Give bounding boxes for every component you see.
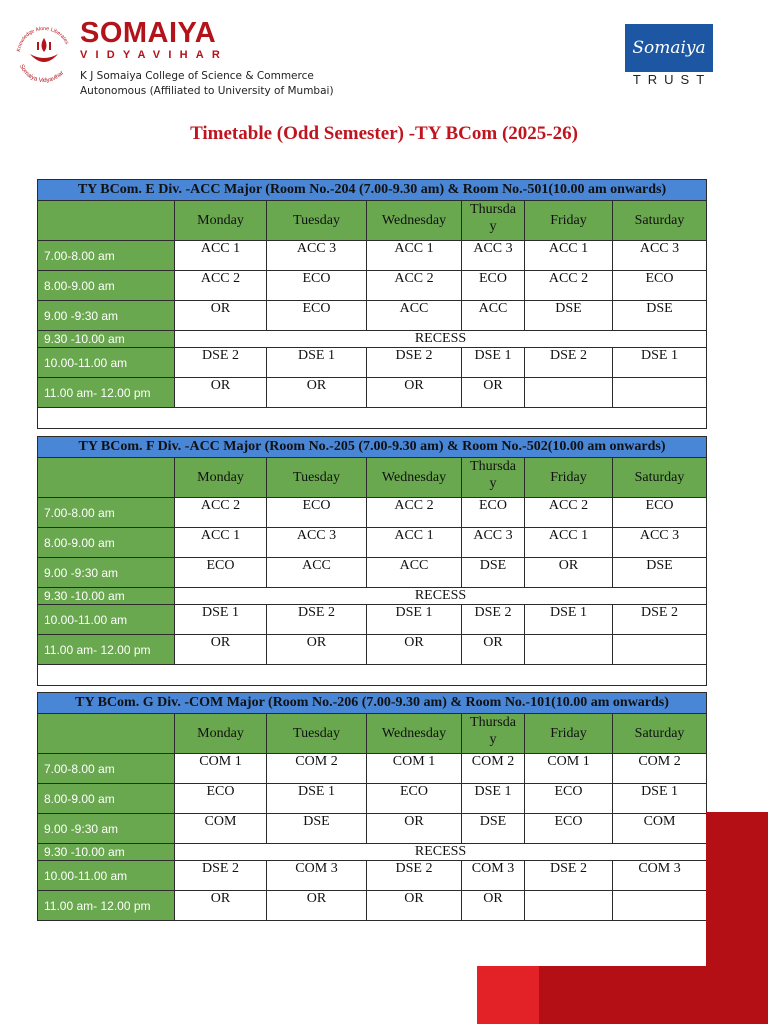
subject-cell: [613, 378, 707, 408]
subject-cell: COM 3: [267, 861, 367, 891]
svg-text:Somaiya: Somaiya: [632, 38, 706, 58]
subject-cell: DSE: [613, 301, 707, 331]
division-caption: TY BCom. E Div. -ACC Major (Room No.-204 (7.00-9.30 am) & Room No.-501(10.00 am onwards): [38, 180, 707, 201]
subject-cell: ACC 3: [462, 241, 525, 271]
subject-cell: ACC 1: [175, 528, 267, 558]
subject-cell: DSE: [462, 558, 525, 588]
day-header: Friday: [525, 201, 613, 241]
time-slot: 8.00-9.00 am: [38, 784, 175, 814]
subject-cell: DSE: [613, 558, 707, 588]
subject-cell: [525, 891, 613, 921]
svg-text:Knowledge Alone Liberates: Knowledge Alone Liberates: [16, 25, 70, 53]
time-slot: 7.00-8.00 am: [38, 241, 175, 271]
day-header: Thursda y: [462, 458, 525, 498]
header-corner: [38, 458, 175, 498]
subject-cell: COM 2: [267, 754, 367, 784]
subject-cell: DSE 1: [613, 784, 707, 814]
subject-cell: ECO: [525, 814, 613, 844]
subject-cell: OR: [175, 378, 267, 408]
subject-cell: COM 3: [613, 861, 707, 891]
time-slot: 11.00 am- 12.00 pm: [38, 378, 175, 408]
decor-red-bar-accent: [477, 966, 539, 1024]
subject-cell: DSE 2: [613, 605, 707, 635]
time-slot: 8.00-9.00 am: [38, 528, 175, 558]
subject-cell: DSE 2: [462, 605, 525, 635]
subject-cell: DSE: [462, 814, 525, 844]
division-caption: TY BCom. G Div. -COM Major (Room No.-206 (7.00-9.30 am) & Room No.-101(10.00 am onwards): [38, 693, 707, 714]
subject-cell: OR: [175, 301, 267, 331]
timetable-division-3: [37, 692, 707, 921]
subject-cell: ACC 2: [525, 498, 613, 528]
subject-cell: ACC 2: [367, 271, 462, 301]
time-slot: 9.00 -9:30 am: [38, 814, 175, 844]
trust-label: TRUST: [632, 72, 712, 87]
day-header: Tuesday: [267, 201, 367, 241]
trust-logo-script: [625, 24, 713, 72]
subject-cell: ACC 3: [462, 528, 525, 558]
subject-cell: ECO: [267, 498, 367, 528]
day-header: Wednesday: [367, 458, 462, 498]
subject-cell: OR: [175, 635, 267, 665]
subject-cell: COM 2: [613, 754, 707, 784]
subject-cell: COM 1: [367, 754, 462, 784]
subject-cell: DSE 1: [367, 605, 462, 635]
subject-cell: DSE 2: [367, 861, 462, 891]
subject-cell: DSE 2: [267, 605, 367, 635]
subject-cell: OR: [367, 378, 462, 408]
somaiya-seal-logo: [12, 20, 76, 84]
subject-cell: COM: [175, 814, 267, 844]
spacer-row: [38, 665, 707, 686]
subject-cell: ACC 3: [267, 241, 367, 271]
subject-cell: OR: [367, 635, 462, 665]
subject-cell: ACC 1: [525, 241, 613, 271]
brand-subtitle: VIDYAVIHAR: [80, 49, 229, 61]
time-slot: 9.30 -10.00 am: [38, 588, 175, 605]
timetable-division-1: [37, 179, 707, 429]
subject-cell: ACC 3: [613, 528, 707, 558]
subject-cell: ACC 3: [613, 241, 707, 271]
subject-cell: COM 1: [175, 754, 267, 784]
subject-cell: DSE 2: [367, 348, 462, 378]
college-name: K J Somaiya College of Science & Commerce: [80, 70, 314, 82]
subject-cell: ECO: [525, 784, 613, 814]
day-header: Monday: [175, 714, 267, 754]
subject-cell: ECO: [462, 498, 525, 528]
subject-cell: ECO: [267, 301, 367, 331]
subject-cell: ACC: [367, 301, 462, 331]
time-slot: 9.00 -9:30 am: [38, 301, 175, 331]
subject-cell: DSE 1: [175, 605, 267, 635]
trust-logo-box: [625, 24, 713, 72]
recess-cell: RECESS: [175, 844, 707, 861]
subject-cell: COM 1: [525, 754, 613, 784]
subject-cell: [525, 635, 613, 665]
subject-cell: DSE 2: [525, 348, 613, 378]
subject-cell: DSE 2: [175, 861, 267, 891]
day-header: Tuesday: [267, 714, 367, 754]
subject-cell: DSE 1: [525, 605, 613, 635]
day-header: Tuesday: [267, 458, 367, 498]
day-header: Saturday: [613, 201, 707, 241]
subject-cell: OR: [367, 891, 462, 921]
subject-cell: DSE 1: [462, 348, 525, 378]
subject-cell: ACC 2: [175, 271, 267, 301]
subject-cell: COM 2: [462, 754, 525, 784]
subject-cell: DSE: [525, 301, 613, 331]
subject-cell: OR: [462, 378, 525, 408]
subject-cell: ECO: [175, 784, 267, 814]
day-header: Wednesday: [367, 714, 462, 754]
subject-cell: ACC 1: [525, 528, 613, 558]
subject-cell: OR: [267, 891, 367, 921]
time-slot: 7.00-8.00 am: [38, 498, 175, 528]
brand-block: [80, 18, 228, 62]
subject-cell: ECO: [267, 271, 367, 301]
day-header: Monday: [175, 458, 267, 498]
subject-cell: ECO: [367, 784, 462, 814]
day-header: Saturday: [613, 714, 707, 754]
subject-cell: ACC: [267, 558, 367, 588]
time-slot: 10.00-11.00 am: [38, 861, 175, 891]
subject-cell: ECO: [462, 271, 525, 301]
subject-cell: DSE: [267, 814, 367, 844]
subject-cell: COM: [613, 814, 707, 844]
time-slot: 11.00 am- 12.00 pm: [38, 635, 175, 665]
day-header: Friday: [525, 714, 613, 754]
subject-cell: ACC: [367, 558, 462, 588]
timetable-division-2: [37, 436, 707, 686]
subject-cell: ACC: [462, 301, 525, 331]
college-info: [80, 69, 334, 99]
division-caption: TY BCom. F Div. -ACC Major (Room No.-205 (7.00-9.30 am) & Room No.-502(10.00 am onwards): [38, 437, 707, 458]
subject-cell: OR: [462, 891, 525, 921]
subject-cell: ECO: [613, 498, 707, 528]
time-slot: 10.00-11.00 am: [38, 605, 175, 635]
day-header: Monday: [175, 201, 267, 241]
subject-cell: ACC 2: [175, 498, 267, 528]
subject-cell: [613, 635, 707, 665]
time-slot: 9.00 -9:30 am: [38, 558, 175, 588]
time-slot: 11.00 am- 12.00 pm: [38, 891, 175, 921]
subject-cell: DSE 1: [613, 348, 707, 378]
subject-cell: ACC 2: [525, 271, 613, 301]
time-slot: 9.30 -10.00 am: [38, 844, 175, 861]
subject-cell: OR: [175, 891, 267, 921]
subject-cell: ACC 2: [367, 498, 462, 528]
subject-cell: COM 3: [462, 861, 525, 891]
time-slot: 8.00-9.00 am: [38, 271, 175, 301]
subject-cell: OR: [462, 635, 525, 665]
svg-text:Somaiya Vidyavihar: Somaiya Vidyavihar: [17, 63, 66, 84]
subject-cell: [613, 891, 707, 921]
page-title: Timetable (Odd Semester) -TY BCom (2025-26): [190, 123, 578, 144]
subject-cell: ACC 1: [367, 241, 462, 271]
subject-cell: ECO: [175, 558, 267, 588]
recess-cell: RECESS: [175, 588, 707, 605]
header-corner: [38, 714, 175, 754]
day-header: Friday: [525, 458, 613, 498]
subject-cell: DSE 2: [525, 861, 613, 891]
subject-cell: DSE 1: [267, 784, 367, 814]
subject-cell: ECO: [613, 271, 707, 301]
decor-red-bar-bottom: [538, 966, 768, 1024]
time-slot: 10.00-11.00 am: [38, 348, 175, 378]
time-slot: 9.30 -10.00 am: [38, 331, 175, 348]
subject-cell: OR: [525, 558, 613, 588]
subject-cell: OR: [367, 814, 462, 844]
subject-cell: DSE 1: [267, 348, 367, 378]
day-header: Wednesday: [367, 201, 462, 241]
subject-cell: [525, 378, 613, 408]
day-header: Thursda y: [462, 201, 525, 241]
spacer-row: [38, 408, 707, 429]
header-corner: [38, 201, 175, 241]
subject-cell: ACC 1: [175, 241, 267, 271]
time-slot: 7.00-8.00 am: [38, 754, 175, 784]
college-affiliation: Autonomous (Affiliated to University of Mumbai): [80, 85, 334, 97]
subject-cell: DSE 1: [462, 784, 525, 814]
brand-name: SOMAIYA: [80, 17, 217, 49]
subject-cell: DSE 2: [175, 348, 267, 378]
subject-cell: ACC 3: [267, 528, 367, 558]
subject-cell: OR: [267, 378, 367, 408]
subject-cell: OR: [267, 635, 367, 665]
somaiya-trust-logo: [624, 24, 714, 88]
recess-cell: RECESS: [175, 331, 707, 348]
subject-cell: ACC 1: [367, 528, 462, 558]
day-header: Saturday: [613, 458, 707, 498]
day-header: Thursda y: [462, 714, 525, 754]
